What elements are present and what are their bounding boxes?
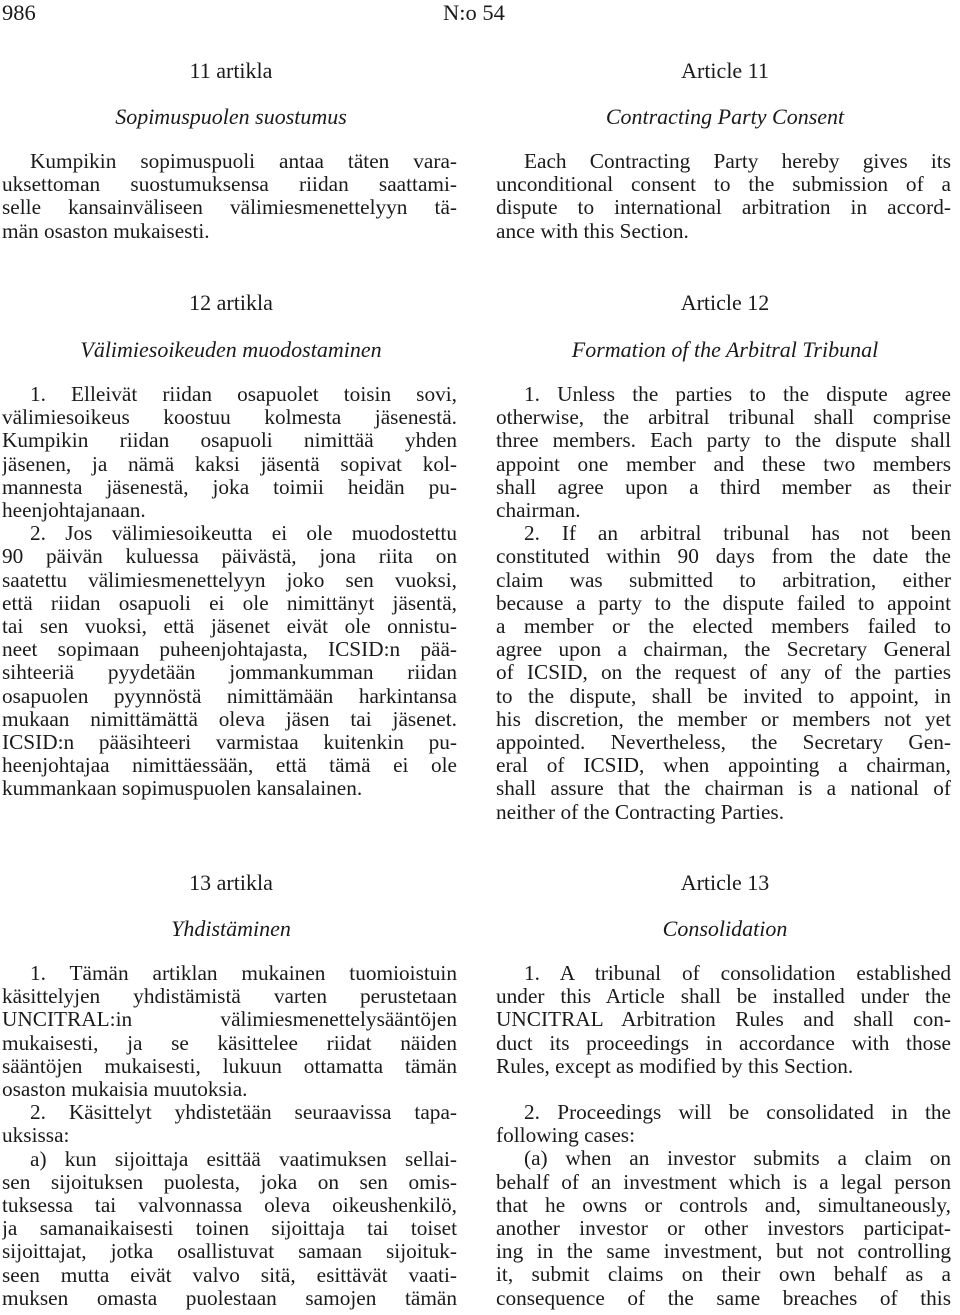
text-line: sen sijoituksen puolesta, joka on sen omis- [2, 1170, 457, 1194]
text-line: muksen omasta puolestaan samojen tämän [2, 1286, 457, 1310]
text-line: jäsenen, ja nämä kaksi jäsentä sopivat kol- [2, 452, 457, 476]
text-line: behalf of an investment which is a legal person [496, 1170, 951, 1194]
text-line: heenjohtajaa nimittäessään, että tämä ei ole [2, 754, 457, 778]
article-heading: 13 artikla [189, 870, 273, 895]
paragraph [2, 150, 457, 243]
text-line: selle kansainväliseen välimiesmenettelyyn tä- [2, 196, 457, 220]
text-line: (a) when an investor submits a claim on [524, 1147, 951, 1171]
text-line: 1. Tämän artiklan mukainen tuomioistuin [30, 962, 457, 985]
text-line: another investor or other investors participat- [496, 1217, 951, 1241]
paragraph [496, 383, 951, 824]
article-heading: 11 artikla [189, 58, 273, 83]
text-line: appoint one member and these two members [496, 452, 951, 476]
text-line: shall assure that the chairman is a national of [496, 777, 951, 801]
paragraph [496, 962, 951, 1310]
text-line: under this Article shall be installed under the [496, 985, 951, 1009]
text-line: seen mutta eivät valvo sitä, esittävät vaati- [2, 1263, 457, 1287]
text-line: tuksessa tai valvonnassa oleva oikeushenkilö, [2, 1194, 457, 1218]
article-heading: Article 11 [681, 58, 769, 83]
text-line: uksettoman suostumuksensa riidan saattami- [2, 173, 457, 197]
text-line: tai sen vuoksi, että jäsenet eivät ole onnistu- [2, 615, 457, 639]
text-line: käsittelyjen yhdistämistä varten perustetaan [2, 985, 457, 1009]
article-title: Sopimuspuolen suostumus [115, 104, 347, 129]
text-line: because a party to the dispute failed to appoint [496, 591, 951, 615]
text-line: Each Contracting Party hereby gives its [524, 150, 951, 173]
text-line: neet sopimaan puheenjohtajasta, ICSID:n pää- [2, 638, 457, 662]
paragraph [2, 962, 457, 1310]
issue-number: N:o 54 [443, 0, 505, 25]
article-heading: 12 artikla [189, 290, 273, 315]
text-line: ing in the same investment, but not controlling [496, 1240, 951, 1264]
text-line: ja samanaikaisesti toinen sijoittaja tai toiset [2, 1217, 457, 1241]
article-title: Formation of the Arbitral Tribunal [571, 337, 879, 362]
text-line: duct its proceedings in accordance with those [496, 1031, 951, 1055]
text-line: sääntöjen mukaisesti, lukuun ottamatta tämän [2, 1054, 457, 1078]
text-line: UNCITRAL Arbitration Rules and shall con- [496, 1008, 951, 1032]
article-title: Välimiesoikeuden muodostaminen [80, 337, 382, 362]
text-line: appointed. Nevertheless, the Secretary Gen- [496, 731, 951, 755]
text-line: consequence of the same breaches of this [496, 1286, 951, 1310]
text-line: UNCITRAL:in välimiesmenettelysääntöjen [2, 1008, 457, 1032]
text-line: claim was submitted to arbitration, either [496, 568, 951, 592]
text-line: osaston mukaisia muutoksia. [2, 1078, 248, 1102]
text-line: sihteeriä pyydetään jommankumman riidan [2, 661, 457, 685]
text-line: agree upon a chairman, the Secretary General [496, 638, 951, 662]
text-line: a) kun sijoittaja esittää vaatimuksen sellai- [30, 1147, 457, 1171]
text-line: 1. Elleivät riidan osapuolet toisin sovi, [30, 383, 457, 406]
article-title: Contracting Party Consent [605, 104, 845, 129]
text-line: sijoittajat, jotka osallistuvat samaan sijoituk- [2, 1240, 457, 1264]
text-line: ICSID:n pääsihteeri varmistaa kuitenkin pu- [2, 731, 457, 755]
text-line: to the dispute, shall be invited to appoint, in [496, 684, 951, 708]
paragraph [496, 150, 951, 243]
text-line: shall agree upon a third member as their [496, 475, 951, 499]
paragraph [2, 383, 457, 801]
article-title: Consolidation [662, 916, 788, 941]
text-line: three members. Each party to the dispute shall [496, 429, 951, 453]
text-line: mannesta jäsenestä, joka toimii heidän pu- [2, 475, 457, 499]
text-line: his discretion, the member or members not yet [496, 707, 951, 731]
text-line: a member or the elected members failed to [496, 615, 951, 639]
text-line: saatettu välimiesmenettelyyn joko sen vuoksi, [2, 568, 457, 592]
text-line: dispute to international arbitration in accord- [496, 196, 951, 220]
text-line: 2. Proceedings will be consolidated in the [524, 1101, 951, 1125]
text-line: chairman. [496, 499, 581, 523]
text-line: Kumpikin sopimuspuoli antaa täten vara- [30, 150, 457, 173]
text-line: kummankaan sopimuspuolen kansalainen. [2, 777, 363, 801]
text-line: neither of the Contracting Parties. [496, 800, 785, 824]
text-line: following cases: [496, 1124, 635, 1148]
text-line: ance with this Section. [496, 219, 689, 243]
text-line: heenjohtajanaan. [2, 499, 146, 523]
article-title: Yhdistäminen [171, 916, 291, 941]
text-line: uksissa: [2, 1124, 70, 1148]
text-line: otherwise, the arbitral tribunal shall comprise [496, 406, 951, 430]
text-line: 2. Käsittelyt yhdistetään seuraavissa tapa- [30, 1101, 457, 1125]
text-line: mukaisesti, ja se käsittelee riidat näiden [2, 1031, 457, 1055]
text-line: 1. A tribunal of consolidation established [524, 962, 951, 985]
text-line: 2. Jos välimiesoikeutta ei ole muodostettu [30, 522, 457, 546]
text-line: 90 päivän kuluessa päivästä, jona riita on [2, 545, 457, 569]
text-line: of ICSID, on the request of any of the parties [496, 661, 951, 685]
text-line: Rules, except as modified by this Section. [496, 1054, 854, 1078]
text-line: osapuolen pyynnöstä nimittämään harkintansa [2, 684, 457, 708]
page-number: 986 [2, 0, 36, 25]
text-line: eral of ICSID, when appointing a chairman, [496, 754, 951, 778]
article-heading: Article 12 [680, 290, 770, 315]
article-heading: Article 13 [680, 870, 770, 895]
text-line: 2. If an arbitral tribunal has not been [524, 522, 951, 546]
text-line: välimiesoikeus koostuu kolmesta jäsenestä. [2, 406, 457, 430]
text-line: että riidan osapuoli ei ole nimittänyt jäsentä, [2, 591, 457, 615]
text-line: mukaan nimittämättä oleva jäsen tai jäsenet. [2, 707, 457, 731]
text-line: män osaston mukaisesti. [2, 219, 210, 243]
text-line: 1. Unless the parties to the dispute agree [524, 383, 951, 406]
text-line: constituted within 90 days from the date the [496, 545, 951, 569]
text-line: unconditional consent to the submission of a [496, 173, 951, 197]
text-line: Kumpikin riidan osapuoli nimittää yhden [2, 429, 457, 453]
text-line: it, submit claims on their own behalf as a [496, 1263, 951, 1287]
text-line: that he owns or controls and, simultaneously, [496, 1193, 951, 1217]
